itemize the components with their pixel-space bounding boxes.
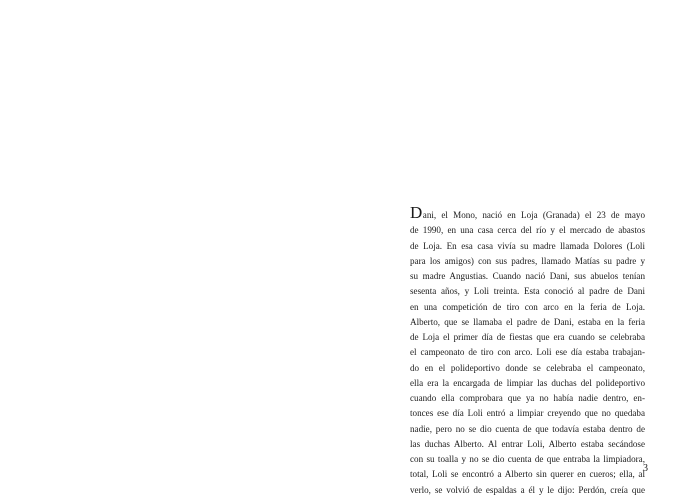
text-line-16: las duchas Alberto. Al entrar Loli, Alberto estaba secándose <box>410 438 645 449</box>
text-line-19: verlo, se volvió de espaldas a él y le dijo: Perdón, creía que <box>410 484 645 495</box>
drop-cap: D <box>410 203 423 222</box>
text-line-8: Alberto, que se llamaba el padre de Dani, estaba en la feria <box>410 316 645 327</box>
text-line-6: sesenta años, y Loli treinta. Esta conoció al padre de Dani <box>410 286 645 297</box>
text-line-14: tonces ese día Loli entró a limpiar creyendo que no quedaba <box>410 408 645 419</box>
text-line-4: para los amigos) con sus padres, llamado Matías su padre y <box>410 255 645 266</box>
text-line-1: Dani, el Mono, nació en Loja (Granada) el 23 de mayo <box>410 203 645 222</box>
page-number: 3 <box>643 463 648 474</box>
text-line-11: do en el polideportivo donde se celebraba el campeonato, <box>410 362 645 373</box>
text-line-3: de Loja. En esa casa vivía su madre llamada Dolores (Loli <box>410 240 645 251</box>
text-line-7: en una competición de tiro con arco en la feria de Loja. <box>410 301 645 312</box>
text-line-12: ella era la encargada de limpiar las duchas del polideportivo <box>410 377 645 388</box>
text-line-9: de Loja el primer día de fiestas que era cuando se celebraba <box>410 332 645 342</box>
text-line-10: el campeonato de tiro con arco. Loli ese día estaba trabajan- <box>410 347 645 358</box>
text-line-2: de 1990, en una casa cerca del río y el mercado de abastos <box>410 225 645 236</box>
text-line-15: nadie, pero no se dio cuenta de que todavía estaba dentro de <box>410 423 645 434</box>
text-line-18: total, Loli se encontró a Alberto sin querer en cueros; ella, al <box>410 469 645 480</box>
body-text <box>410 203 645 498</box>
text-line-5: su madre Angustias. Cuando nació Dani, sus abuelos tenían <box>410 271 645 281</box>
text-line-17: con su toalla y no se dio cuenta de que entraba la limpiadora, <box>410 454 645 464</box>
text-line-13: cuando ella comprobara que ya no había nadie dentro, en- <box>410 393 645 403</box>
